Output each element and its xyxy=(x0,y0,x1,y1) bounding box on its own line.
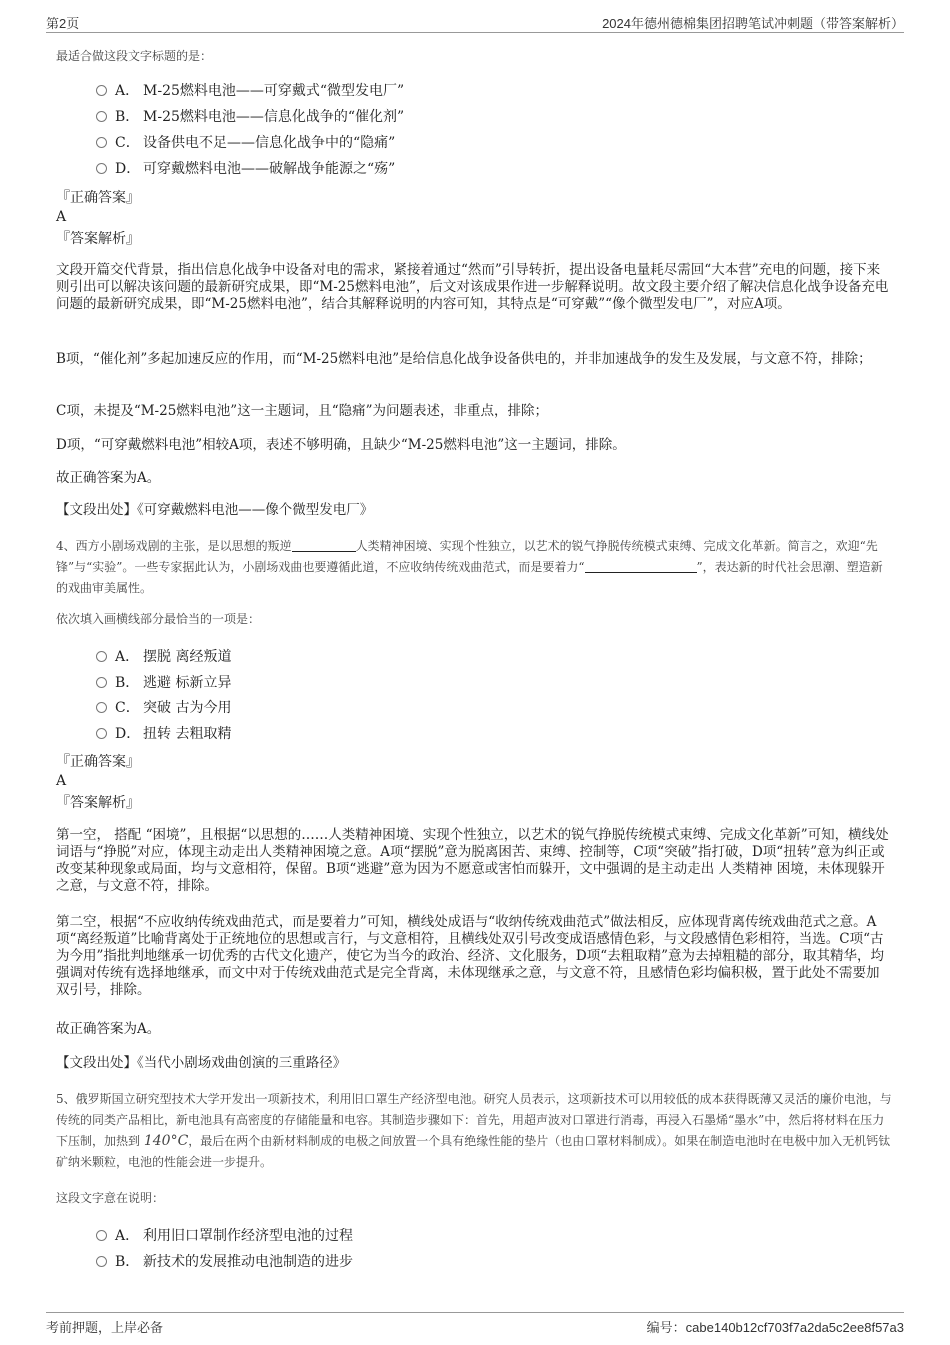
q4-option-b[interactable]: B． 逃避 标新立异 xyxy=(96,674,231,692)
document-id: 编号：cabe140b12cf703f7a2da5c2ee8f57a3 xyxy=(646,1320,904,1335)
q4-stem: 4、西方小剧场戏剧的主张，是以思想的叛逆 人类精神困境、实现个性独立，以艺术的锐气挣脱传统模式束缚、完成文化革新。简言之，欢迎“先锋”与“实验”。一些专家据此认为，小剧场戏曲也要遵循此道，不应收纳传统戏曲范式，而是要着力“ ”，表达新的时代社会思潮、塑造新的戏曲审美属性。 xyxy=(56,539,883,595)
q3-analysis-p2: B项，“催化剂”多起加速反应的作用，而“M-25燃料电池”是给信息化战争设备供电的，并非加速战争的发生及发展，与文意不符，排除； xyxy=(56,351,872,367)
q4-blank-1 xyxy=(292,539,356,552)
radio-icon[interactable] xyxy=(96,111,107,122)
radio-icon[interactable] xyxy=(96,163,107,174)
q5-stem: 5、俄罗斯国立研究型技术大学开发出一项新技术，利用旧口罩生产经济型电池。研究人员表示，这项新技术可以用较低的成本获得既薄又灵活的廉价电池，与传统的同类产品相比，新电池具有高密度的存储能量和电容。其制造步骤如下：首先，用超声波对口罩进行消毒，再浸入石墨烯“墨水”中，然后将材料在压力下压制，加热到 140°C，最后在两个由新材料制成的电极之间放置一个具有绝缘性能的垫片（也由口罩材料制成）。如果在制造电池时在电极中加入无机钙钛矿纳米颗粒，电池的性能会进一步提升。 xyxy=(56,1092,892,1169)
q5-option-a[interactable]: A． 利用旧口罩制作经济型电池的过程 xyxy=(96,1227,353,1245)
q3-analysis-p5: 故正确答案为A。 xyxy=(56,470,161,486)
q4-analysis-p3: 故正确答案为A。 xyxy=(56,1021,161,1037)
radio-icon[interactable] xyxy=(96,1256,107,1267)
document-title: 2024年德州德棉集团招聘笔试冲刺题（带答案解析） xyxy=(602,16,904,31)
page-footer xyxy=(46,1312,904,1337)
q3-source: 【文段出处】《可穿戴燃料电池——像个微型发电厂》 xyxy=(56,502,374,518)
q4-answer-label: 『正确答案』 xyxy=(56,754,140,770)
q4-prompt: 依次填入画横线部分最恰当的一项是： xyxy=(56,612,261,626)
footer-slogan: 考前押题，上岸必备 xyxy=(46,1320,164,1335)
q4-analysis-label: 『答案解析』 xyxy=(56,795,140,811)
q3-analysis-label: 『答案解析』 xyxy=(56,231,140,247)
radio-icon[interactable] xyxy=(96,728,107,739)
page-number: 第2页 xyxy=(46,16,80,31)
radio-icon[interactable] xyxy=(96,651,107,662)
q5-option-b[interactable]: B． 新技术的发展推动电池制造的进步 xyxy=(96,1253,353,1271)
q3-answer-label: 『正确答案』 xyxy=(56,190,140,206)
q4-blank-2 xyxy=(585,560,697,573)
radio-icon[interactable] xyxy=(96,85,107,96)
q5-prompt: 这段文字意在说明： xyxy=(56,1191,165,1205)
radio-icon[interactable] xyxy=(96,1230,107,1241)
q4-answer: A xyxy=(56,773,67,789)
q3-analysis-p1: 文段开篇交代背景，指出信息化战争中设备对电的需求，紧接着通过“然而”引导转折，提出设备电量耗尽需回“大本营”充电的问题，接下来则引出可以解决该问题的最新研究成果，即“M-25燃料电池”，后文对该成果作进一步解释说明。故文段主要介绍了解决信息化战争设备充电问题的最新研究成果，即“M-25燃料电池”，结合其解释说明的内容可知，其特点是“可穿戴”“像个微型发电厂”，对应A项。 xyxy=(56,262,889,312)
q3-option-b[interactable]: B． M-25燃料电池——信息化战争的“催化剂” xyxy=(96,108,404,126)
page-header xyxy=(46,10,904,33)
q3-stem: 最适合做这段文字标题的是： xyxy=(56,49,213,63)
q4-analysis-p1: 第一空， 搭配 “困境”，且根据“以思想的……人类精神困境、实现个性独立，以艺术的锐气挣脱传统模式束缚、完成文化革新”可知，横线处词语与“挣脱”对应，体现主动走出人类精神困境之意。A项“摆脱”意为脱离困苦、束缚、控制等，C项“突破”指打破，D项“扭转”意为纠正或改变某种现象或局面，均与文意相符，保留。B项“逃避”意为因为不愿意或害怕而躲开，文中强调的是主动走出 人类精神 困境，未体现躲开之意，与文意不符，排除。 xyxy=(56,827,889,894)
q3-analysis-p3: C项，未提及“M-25燃料电池”这一主题词，且“隐痛”为问题表述，非重点，排除； xyxy=(56,403,548,419)
temperature-formula: 140°C xyxy=(143,1133,189,1149)
q4-option-c[interactable]: C． 突破 古为今用 xyxy=(96,699,231,717)
q3-answer: A xyxy=(56,209,67,225)
q4-source: 【文段出处】《当代小剧场戏曲创演的三重路径》 xyxy=(56,1055,347,1071)
radio-icon[interactable] xyxy=(96,137,107,148)
q3-option-a[interactable]: A． M-25燃料电池——可穿戴式“微型发电厂” xyxy=(96,82,404,100)
q3-analysis-p4: D项，“可穿戴燃料电池”相较A项，表述不够明确，且缺少“M-25燃料电池”这一主题词，排除。 xyxy=(56,437,626,453)
q4-analysis-p2: 第二空，根据“不应收纳传统戏曲范式，而是要着力”可知，横线处成语与“收纳传统戏曲范式”做法相反，应体现背离传统戏曲范式之意。A项“离经叛道”比喻背离处于正统地位的思想或言行，与文意相符，且横线处双引号改变成语感情色彩，与文段感情色彩相符，当选。C项“古为今用”指批判地继承一切优秀的古代文化遗产，使它为当今的政治、经济、文化服务，D项“去粗取精”意为去掉粗糙的部分，取其精华，均强调对传统有选择地继承，而文中对于传统戏曲范式是完全背离，未体现继承之意，与文意不符，且感情色彩均偏积极，置于此处不需要加双引号，排除。 xyxy=(56,914,885,998)
q4-option-d[interactable]: D． 扭转 去粗取精 xyxy=(96,725,231,743)
radio-icon[interactable] xyxy=(96,677,107,688)
q3-option-c[interactable]: C． 设备供电不足——信息化战争中的“隐痛” xyxy=(96,134,395,152)
q4-option-a[interactable]: A． 摆脱 离经叛道 xyxy=(96,648,231,666)
radio-icon[interactable] xyxy=(96,702,107,713)
q3-option-d[interactable]: D． 可穿戴燃料电池——破解战争能源之“殇” xyxy=(96,160,395,178)
